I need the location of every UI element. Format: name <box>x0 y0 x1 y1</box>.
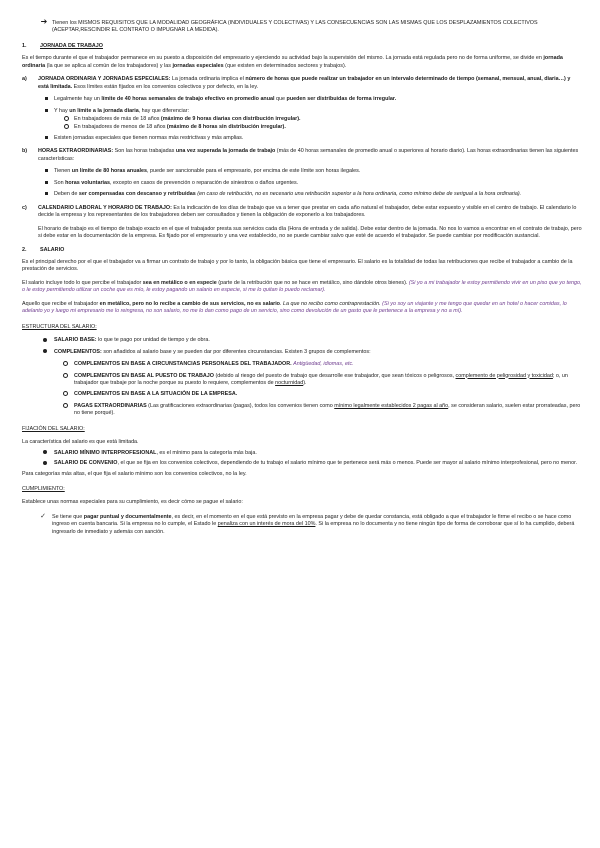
list-item: Son horas voluntarias, excepto en casos de prevención o reparación de siniestros o daños urgentes. <box>38 180 582 187</box>
paragraph: Es el principal derecho por el que el trabajador va a firmar un contrato de trabajo y por lo tanto, la obligación básica que tiene el empresario. El salario es la totalidad de todas las retribuciones que recibe el trabajador a cambio de la prestación de servicios. <box>22 258 573 273</box>
paragraph: Para categorías más altas, el que fija el salario mínimo son los convenios colectivos, no la ley. <box>22 470 247 477</box>
list-item: COMPLEMENTOS EN BASE A LA SITUACIÓN DE LA EMPRESA. <box>56 391 582 398</box>
paragraph: El salario incluye todo lo que percibe el trabajador sea en metálico o en especie (parte de la retribución que no se hace en metálico, sino dándole otros bienes). (Si yo a mi trabajador le estoy permitiendo vivir en un piso que yo tengo, o le estoy permitiendo utilizar un coche que es mío, le estoy pagando un salario en especie, si me lo quitan lo puedo reclamar). <box>22 279 582 294</box>
list-item: En trabajadores de más de 18 años (máximo de 9 horas diarias con distribución irregular). <box>38 116 582 123</box>
fijacion-heading: FIJACIÓN DEL SALARIO: <box>22 425 85 432</box>
list-item: SALARIO MÍNIMO INTERPROFESIONAL, es el mínimo para la categoría más baja. <box>36 450 582 457</box>
paragraph: Aquello que recibe el trabajador en metálico, pero no lo recibe a cambio de sus servicios, no es salario. La que no recibo como contraprestación. (Si yo soy un viajante y me tengo que quedar en un hotel o hacer comidas, lo adelanto yo y luego mi empresario me lo reingresa, no son salario, no me lo dan como pago de un servicio, sino como devolución de un gasto que le pertenece a la empresa y no a mí). <box>22 300 567 315</box>
paragraph: Es el tiempo durante el que el trabajador permanece en su puesto a disposición del empresario y ejerciendo su actividad bajo la supervisión del mismo. La jornada está regulada pero no de forma uniforme, se divide en jornada ordinaria (la que se aplica al común de los trabajadores) y las jornadas especiales (que existen en determinados sectores y trabajos). <box>22 55 563 69</box>
circle-bullet-icon <box>63 373 68 378</box>
round-bullet-icon <box>43 338 47 342</box>
square-bullet-icon <box>45 169 48 172</box>
checkmark-icon: ✓ <box>40 512 46 520</box>
round-bullet-icon <box>43 349 47 353</box>
subsection-b: b) HORAS EXTRAORDINARIAS: Son las horas trabajadas una vez superada la jornada de trabajo (más de 40 horas semanales de promedio anual o superiores al horario diario). Las horas extraordinarias tienen las siguientes características: <box>22 148 579 162</box>
circle-bullet-icon <box>64 116 69 121</box>
circle-bullet-icon <box>63 403 68 408</box>
square-bullet-icon <box>45 192 48 195</box>
list-item: Existen jornadas especiales que tienen normas más restrictivas y más amplias. <box>38 135 582 142</box>
square-bullet-icon <box>45 97 48 100</box>
list-item: SALARIO DE CONVENIO, el que se fija en los convenios colectivos, dependiendo de tu trabajo el salario mínimo que te pertenece será más o menos. Puede ser mayor al salario mínimo interprofesional, pero no menor. <box>36 460 582 467</box>
section-heading-salario: 2. SALARIO <box>22 246 65 253</box>
arrow-icon: ➔ <box>40 17 48 26</box>
estructura-heading: ESTRUCTURA DEL SALARIO: <box>22 323 97 330</box>
list-item: Y hay un límite a la jornada diaria, hay que diferenciar: <box>38 108 582 115</box>
cumplimiento-heading: CUMPLIMIENTO: <box>22 486 65 493</box>
list-item: Legalmente hay un límite de 40 horas semanales de trabajo efectivo en promedio anual que pueden ser distribuidas de forma irregular. <box>38 96 582 103</box>
list-item: Tienen un límite de 80 horas anuales, puede ser sancionable para el empresario, por encima de este límite son horas ilegales. <box>38 168 582 175</box>
paragraph: Establece unas normas especiales para su cumplimiento, es decir cómo se pague el salario: <box>22 499 243 506</box>
intro-bullet <box>22 18 582 35</box>
circle-bullet-icon <box>64 124 69 129</box>
round-bullet-icon <box>43 450 47 454</box>
list-item: En trabajadores de menos de 18 años (máximo de 8 horas sin distribución irregular). <box>38 124 582 131</box>
square-bullet-icon <box>45 181 48 184</box>
list-item: Deben de ser compensadas con descanso y retribuidas (en caso de retribución, no es necesario una retribución superior a la hora ordinaria, como mínimo debe de serigual a la hora ordinaria). <box>38 191 582 198</box>
list-item: PAGAS EXTRAORDINARIAS (Las gratificaciones extraordinarias (pagas), todos los convenios tienen como mínimo legalmente establecidos 2 pagas al año, se consideran salario, suelen estar prorrateadas, pero no tiene porqué). <box>56 403 582 418</box>
square-bullet-icon <box>45 109 48 112</box>
list-item: ✓ Se tiene que pagar puntual y documentalmente, es decir, en el momento en el que está previsto en la empresa pagar y debe de quedar constancia, está obligado a que el trabajador le firme el recibo o se hace como ingreso en cuenta bancaria. Si la empresa no lo cumple, el Estado le penaliza con un interés de mora del 10%. Si la empresa no lo documenta y no tiene ningún tipo de forma de corroborar que sí lo ha cumplido, deberá ingresarlo de inmediato y además con sanción. <box>22 513 582 536</box>
subsection-a: a) JORNADA ORDINARIA Y JORNADAS ESPECIALES: La jornada ordinaria implica el número de horas que puede realizar un trabajador en un intervalo determinado de tiempo (semanal, mensual, anual, diaria…) y está limitada. Esos límites están fijados en los convenios colectivos y por defecto, en la ley. <box>22 76 571 90</box>
section-heading-jornada: 1. JORNADA DE TRABAJO <box>22 42 103 49</box>
subsection-c: c) CALENDARIO LABORAL Y HORARIO DE TRABAJO: Es la indicación de los días de trabajo que va a tener que prestar en cada año natural el trabajador, debe estar expuesto y visible en el centro de trabajo. El calendario lo decide la empresa y los representantes de los trabajadores deben ser consultados y tienen la obligación de exponerlo a los trabajadores. <box>22 204 577 219</box>
paragraph: El horario de trabajo es el tiempo de trabajo exacto en el que el trabajador presta sus servicios cada día (Hora de entrada y de salida). Debe estar dentro de la jornada. No nos lo vamos a encontrar en el contrato de trabajo, pero si debe estar en la documentación de la empresa. Es fijado por el empresario y una vez establecido, no se puede cambiar salvo que esté de acuerdo el trabajador. Se puede cambiar por modificación sustancial. <box>38 225 582 240</box>
list-item: COMPLEMENTOS: son añadidos al salario base y se pueden dar por diferentes circunstancias. Existen 3 grupos de complementos: <box>36 349 582 356</box>
list-item: COMPLEMENTOS EN BASE AL PUESTO DE TRABAJO (debido al riesgo del puesto de trabajo que desarrolle ese trabajador, que sean tóxicos o peligrosos, complemento de peligrosidad y toxicidad; o, un trabajador que trabaje por la noche porque su puesto lo requiere, complementos de nocturnidad). <box>56 373 582 388</box>
square-bullet-icon <box>45 136 48 139</box>
circle-bullet-icon <box>63 361 68 366</box>
paragraph: La característica del salario es que está limitada. <box>22 439 139 446</box>
list-item: COMPLEMENTOS EN BASE A CIRCUNSTANCIAS PERSONALES DEL TRABAJADOR. Antigüedad, idiomas, etc. <box>56 361 582 368</box>
circle-bullet-icon <box>63 391 68 396</box>
list-item: SALARIO BASE: lo que te pago por unidad de tiempo y de obra. <box>36 337 582 344</box>
round-bullet-icon <box>43 461 47 465</box>
intro-text: Tienen los MISMOS REQUISITOS QUE LA MODALIDAD GEOGRÁFICA (INDIVIDUALES Y COLECTIVAS) Y LAS CONSECUENCIAS SON LAS MISMAS QUE LOS DESPLAZAMIENTOS COLECTIVOS (ACEPTAR,RESCINDIR EL CONTRATO O IMPUGNAR LA MEDIDA). <box>52 20 538 34</box>
